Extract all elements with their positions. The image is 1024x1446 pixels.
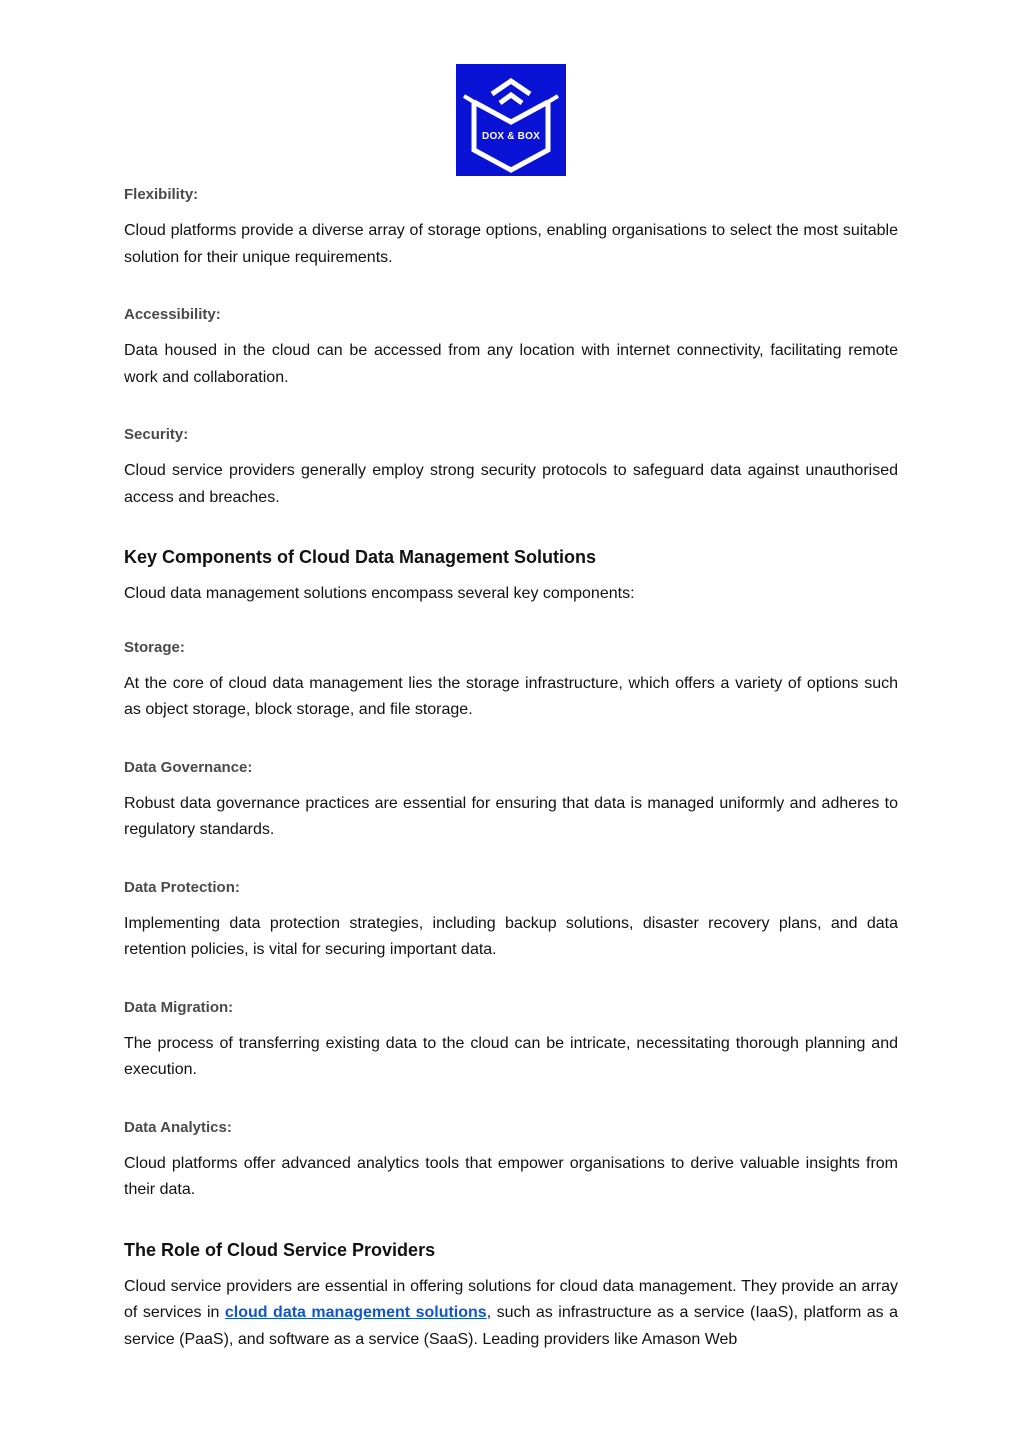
data-protection-label: Data Protection: bbox=[124, 878, 240, 896]
data-protection-text: Implementing data protection strategies, including backup solutions, disaster recovery plans, and data retention policies, is vital for securing important data. bbox=[124, 914, 898, 958]
storage-text: At the core of cloud data management lies the storage infrastructure, which offers a variety of options such as object storage, block storage, and file storage. bbox=[124, 674, 898, 718]
role-text bbox=[124, 1274, 898, 1354]
data-migration-text: The process of transferring existing data to the cloud can be intricate, necessitating thorough planning and execution. bbox=[124, 1034, 898, 1078]
security-label: Security: bbox=[124, 426, 189, 443]
logo-text: DOX & BOX bbox=[482, 131, 540, 142]
role-text-after-link: , such as infrastructure as a service (IaaS), platform as a service (PaaS), and software as a service (SaaS). Leading providers like Amason Web bbox=[124, 1304, 899, 1348]
data-analytics-label: Data Analytics: bbox=[124, 1118, 232, 1136]
security-text: Cloud service providers generally employ strong security protocols to safeguard data against unauthorised access and breaches. bbox=[124, 462, 898, 506]
data-governance-label: Data Governance: bbox=[124, 758, 253, 776]
data-analytics-text: Cloud platforms offer advanced analytics tools that empower organisations to derive valuable insights from their data. bbox=[124, 1154, 898, 1198]
cloud-data-management-link[interactable]: cloud data management solutions bbox=[224, 1304, 487, 1321]
role-text-before-link: Cloud service providers are essential in offering solutions for cloud data management. They provide an array of services in bbox=[124, 1277, 898, 1321]
box-logo-icon bbox=[456, 64, 566, 176]
key-components-heading: Key Components of Cloud Data Management Solutions bbox=[124, 547, 597, 567]
dox-and-box-logo bbox=[456, 64, 566, 176]
data-migration-label: Data Migration: bbox=[124, 998, 234, 1016]
data-governance-text: Robust data governance practices are essential for ensuring that data is managed uniformly and adheres to regulatory standards. bbox=[124, 794, 898, 838]
accessibility-text: Data housed in the cloud can be accessed from any location with internet connectivity, facilitating remote work and collaboration. bbox=[124, 342, 898, 386]
flexibility-text: Cloud platforms provide a diverse array of storage options, enabling organisations to select the most suitable solution for their unique requirements. bbox=[124, 222, 898, 266]
document-body bbox=[124, 185, 898, 1353]
flexibility-label: Flexibility: bbox=[124, 186, 199, 203]
accessibility-label: Accessibility: bbox=[124, 306, 221, 323]
role-heading: The Role of Cloud Service Providers bbox=[124, 1239, 436, 1260]
storage-label: Storage: bbox=[124, 638, 185, 656]
key-components-intro: Cloud data management solutions encompass several key components: bbox=[124, 585, 635, 602]
